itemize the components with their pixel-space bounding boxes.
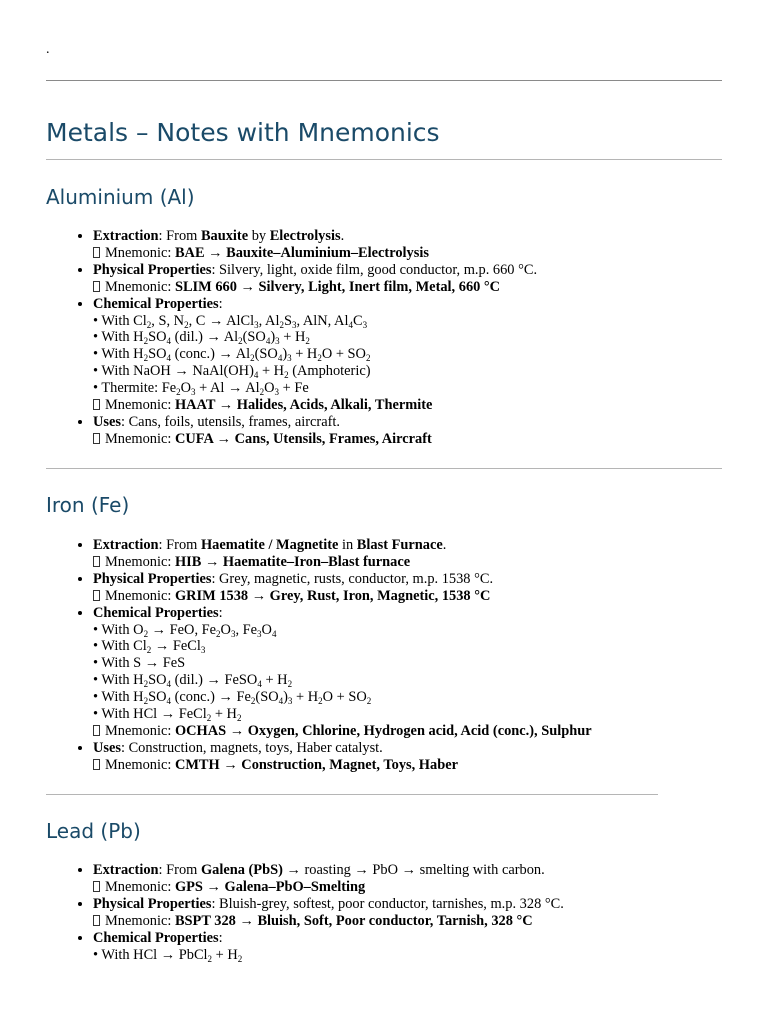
text-fragment: Uses xyxy=(93,413,121,430)
text-fragment: 3 xyxy=(287,353,292,364)
text-fragment: : xyxy=(218,295,223,312)
text-fragment: SO xyxy=(148,672,167,689)
text-fragment: : Silvery, light, oxide film, good conductor, m.p. 660 °C. xyxy=(211,261,538,278)
text-fragment: 2 xyxy=(366,696,372,707)
text-fragment: • With O xyxy=(93,621,144,638)
text-fragment: : Construction, magnets, toys, Haber catalyst. xyxy=(120,739,383,756)
text-fragment: • With HCl → PbCl xyxy=(93,946,208,963)
title-divider xyxy=(46,159,722,160)
text-fragment: SO xyxy=(148,689,167,706)
text-fragment: GPS → Galena–PbO–Smelting xyxy=(174,878,366,895)
text-fragment: + H xyxy=(212,946,238,963)
section-divider xyxy=(46,468,722,469)
text-fragment: : xyxy=(218,929,223,946)
mnemonic-icon xyxy=(93,247,100,258)
text-fragment: in xyxy=(338,537,357,553)
section-heading-lead: Lead (Pb) xyxy=(46,819,141,843)
text-fragment: 3 xyxy=(191,387,196,398)
text-fragment: 2 xyxy=(238,336,243,347)
item-line xyxy=(93,414,753,431)
text-fragment: → FeCl xyxy=(151,638,201,655)
mnemonic-line xyxy=(93,397,753,414)
text-fragment: • With NaOH → NaAl(OH) xyxy=(93,363,254,380)
section-divider xyxy=(46,794,658,795)
text-fragment: Physical Properties xyxy=(93,261,212,278)
list-item-chemical-properties xyxy=(93,930,753,964)
list-item-uses xyxy=(93,740,753,774)
reaction-line xyxy=(93,329,753,346)
item-line xyxy=(93,537,753,554)
text-fragment: ) xyxy=(270,329,276,346)
text-fragment: 3 xyxy=(274,387,280,398)
text-fragment: 2 xyxy=(143,628,149,639)
text-fragment: (SO xyxy=(254,346,278,363)
text-fragment: 3 xyxy=(254,319,259,330)
text-fragment: ) xyxy=(282,346,288,363)
text-fragment: O + SO xyxy=(322,689,367,706)
section-heading-iron: Iron (Fe) xyxy=(46,493,130,517)
lead-list xyxy=(46,862,753,963)
text-fragment: 2 xyxy=(207,953,213,964)
mnemonic-line xyxy=(93,879,753,896)
text-fragment: Mnemonic: xyxy=(105,430,175,447)
text-fragment: Chemical Properties xyxy=(93,295,219,312)
text-fragment: + H xyxy=(261,672,288,689)
text-fragment: 4 xyxy=(166,679,171,690)
text-fragment: 2 xyxy=(216,628,221,639)
text-fragment: 3 xyxy=(257,628,262,639)
text-fragment: , Fe xyxy=(235,621,258,638)
item-line xyxy=(93,896,753,913)
text-fragment: , Al xyxy=(258,312,280,329)
text-fragment: Bauxite xyxy=(200,228,249,244)
text-fragment: C xyxy=(352,312,363,329)
text-fragment: 2 xyxy=(317,353,322,364)
text-fragment: 4 xyxy=(278,696,284,707)
text-fragment: Mnemonic: xyxy=(105,912,175,929)
text-fragment: : From xyxy=(158,862,201,878)
text-fragment: 4 xyxy=(265,336,271,347)
text-fragment: + H xyxy=(291,346,318,363)
text-fragment: + H xyxy=(258,363,285,380)
text-fragment: 2 xyxy=(365,353,371,364)
mnemonic-line xyxy=(93,554,753,571)
text-fragment: 4 xyxy=(271,628,277,639)
text-fragment: 2 xyxy=(176,387,181,398)
text-fragment: SO xyxy=(148,329,167,346)
text-fragment: 4 xyxy=(257,679,262,690)
text-fragment: 3 xyxy=(362,319,368,330)
text-fragment: (SO xyxy=(255,689,279,706)
text-fragment: Mnemonic: xyxy=(105,278,175,295)
text-fragment: Blast Furnace xyxy=(356,537,443,553)
text-fragment: • With H xyxy=(93,689,144,706)
text-fragment: GRIM 1538 → Grey, Rust, Iron, Magnetic, 1538 °C xyxy=(174,587,491,604)
text-fragment: O xyxy=(180,380,192,397)
text-fragment: 2 xyxy=(305,336,310,347)
text-fragment: 2 xyxy=(284,370,289,381)
text-fragment: Mnemonic: xyxy=(105,553,175,570)
text-fragment: SLIM 660 → Silvery, Light, Inert film, Metal, 660 °C xyxy=(174,278,501,295)
list-item-uses xyxy=(93,414,753,448)
text-fragment: (dil.) → FeSO xyxy=(170,672,258,689)
text-fragment: 4 xyxy=(277,353,283,364)
text-fragment: : xyxy=(218,604,223,621)
text-fragment: O xyxy=(264,380,275,397)
item-line xyxy=(93,605,753,622)
reaction-line xyxy=(93,672,753,689)
text-fragment: 2 xyxy=(143,353,149,364)
text-fragment: (conc.) → Al xyxy=(170,346,251,363)
mnemonic-line xyxy=(93,723,753,740)
text-fragment: ) xyxy=(283,689,288,706)
text-fragment: • Thermite: Fe xyxy=(93,380,177,397)
text-fragment: 2 xyxy=(206,713,212,724)
text-fragment: , C → AlCl xyxy=(188,312,255,329)
text-fragment: 2 xyxy=(143,336,149,347)
leading-dot: . xyxy=(46,42,50,57)
mnemonic-line xyxy=(93,279,753,296)
text-fragment: 3 xyxy=(291,319,297,330)
item-line xyxy=(93,296,753,313)
text-fragment: HAAT → Halides, Acids, Alkali, Thermite xyxy=(174,397,433,414)
text-fragment: Mnemonic: xyxy=(105,878,175,895)
text-fragment: : From xyxy=(158,228,201,244)
list-item-physical-properties xyxy=(93,571,753,605)
text-fragment: Physical Properties xyxy=(93,570,212,587)
text-fragment: + Al → Al xyxy=(195,380,260,397)
text-fragment: + H xyxy=(292,689,319,706)
item-line xyxy=(93,228,753,245)
text-fragment: O xyxy=(261,621,272,638)
text-fragment: . xyxy=(442,537,447,553)
text-fragment: • With H xyxy=(93,672,144,689)
text-fragment: 2 xyxy=(287,679,293,690)
text-fragment: CMTH → Construction, Magnet, Toys, Haber xyxy=(174,756,458,773)
reaction-line xyxy=(93,346,753,363)
reaction-line xyxy=(93,622,753,639)
mnemonic-icon xyxy=(93,881,100,892)
list-item-physical-properties xyxy=(93,896,753,930)
text-fragment: BSPT 328 → Bluish, Soft, Poor conductor, Tarnish, 328 °C xyxy=(174,912,533,929)
text-fragment: 2 xyxy=(184,319,189,330)
text-fragment: Mnemonic: xyxy=(105,397,175,414)
text-fragment: + H xyxy=(211,706,237,723)
text-fragment: 2 xyxy=(250,696,256,707)
mnemonic-icon xyxy=(93,759,100,770)
text-fragment: by xyxy=(248,228,270,244)
list-item-chemical-properties xyxy=(93,605,753,740)
list-item-extraction xyxy=(93,228,753,262)
text-fragment: (SO xyxy=(242,329,266,346)
text-fragment: 2 xyxy=(146,645,152,656)
list-item-extraction xyxy=(93,862,753,896)
reaction-line xyxy=(93,313,753,330)
text-fragment: Physical Properties xyxy=(93,895,212,912)
text-fragment: Electrolysis xyxy=(269,228,341,244)
text-fragment: Extraction xyxy=(93,228,159,244)
mnemonic-icon xyxy=(93,281,100,292)
item-line xyxy=(93,930,753,947)
text-fragment: (dil.) → Al xyxy=(170,329,239,346)
text-fragment: , S, N xyxy=(151,312,185,329)
top-divider xyxy=(46,80,722,81)
text-fragment: 4 xyxy=(166,336,171,347)
text-fragment: 4 xyxy=(166,353,171,364)
text-fragment: Mnemonic: xyxy=(105,722,175,739)
reaction-line xyxy=(93,638,753,655)
reaction-line xyxy=(93,706,753,723)
text-fragment: 2 xyxy=(143,679,149,690)
text-fragment: : Cans, foils, utensils, frames, aircraft. xyxy=(120,413,340,430)
text-fragment: 3 xyxy=(200,645,206,656)
text-fragment: 3 xyxy=(287,696,293,707)
text-fragment: 2 xyxy=(237,953,243,964)
mnemonic-line xyxy=(93,245,753,262)
mnemonic-line xyxy=(93,588,753,605)
iron-list xyxy=(46,537,753,774)
mnemonic-line xyxy=(93,431,753,448)
text-fragment: Extraction xyxy=(93,537,159,553)
text-fragment: • With Cl xyxy=(93,638,147,655)
text-fragment: O + SO xyxy=(321,346,366,363)
item-line xyxy=(93,571,753,588)
text-fragment: → roasting → PbO → smelting with carbon. xyxy=(282,862,545,878)
text-fragment: (conc.) → Fe xyxy=(170,689,251,706)
page-title: Metals – Notes with Mnemonics xyxy=(46,118,440,147)
text-fragment: SO xyxy=(148,346,167,363)
item-line xyxy=(93,262,753,279)
mnemonic-icon xyxy=(93,725,100,736)
text-fragment: 2 xyxy=(146,319,152,330)
text-fragment: . xyxy=(340,228,345,244)
text-fragment: • With H xyxy=(93,346,144,363)
text-fragment: 2 xyxy=(279,319,284,330)
text-fragment: Haematite / Magnetite xyxy=(200,537,339,553)
text-fragment: S xyxy=(283,312,292,329)
text-fragment: , AlN, Al xyxy=(296,312,349,329)
text-fragment: • With S → FeS xyxy=(93,655,186,672)
text-fragment: 3 xyxy=(275,336,280,347)
list-item-chemical-properties xyxy=(93,296,753,414)
text-fragment: 2 xyxy=(259,387,265,398)
text-fragment: + Fe xyxy=(279,380,309,397)
text-fragment: 2 xyxy=(318,696,323,707)
text-fragment: HIB → Haematite–Iron–Blast furnace xyxy=(174,553,411,570)
text-fragment: O xyxy=(220,621,231,638)
mnemonic-line xyxy=(93,913,753,930)
mnemonic-line xyxy=(93,757,753,774)
text-fragment: CUFA → Cans, Utensils, Frames, Aircraft xyxy=(174,430,432,447)
mnemonic-icon xyxy=(93,556,100,567)
section-heading-aluminium: Aluminium (Al) xyxy=(46,185,195,209)
reaction-line xyxy=(93,689,753,706)
mnemonic-icon xyxy=(93,915,100,926)
list-item-extraction xyxy=(93,537,753,571)
aluminium-list xyxy=(46,228,753,448)
text-fragment: • With H xyxy=(93,329,144,346)
reaction-line xyxy=(93,947,753,964)
mnemonic-icon xyxy=(93,590,100,601)
text-fragment: Extraction xyxy=(93,862,159,878)
text-fragment: Mnemonic: xyxy=(105,587,175,604)
reaction-line xyxy=(93,655,753,672)
item-line xyxy=(93,862,753,879)
reaction-line xyxy=(93,380,753,397)
text-fragment: 2 xyxy=(143,696,149,707)
mnemonic-icon xyxy=(93,399,100,410)
text-fragment: 4 xyxy=(166,696,171,707)
text-fragment: Chemical Properties xyxy=(93,929,219,946)
text-fragment: 2 xyxy=(236,713,242,724)
text-fragment: OCHAS → Oxygen, Chlorine, Hydrogen acid, Acid (conc.), Sulphur xyxy=(174,722,592,739)
text-fragment: 4 xyxy=(253,370,259,381)
text-fragment: Uses xyxy=(93,739,121,756)
text-fragment: (Amphoteric) xyxy=(288,363,371,380)
text-fragment: Chemical Properties xyxy=(93,604,219,621)
text-fragment: Galena (PbS) xyxy=(200,862,283,878)
mnemonic-icon xyxy=(93,433,100,444)
text-fragment: 3 xyxy=(230,628,236,639)
list-item-physical-properties xyxy=(93,262,753,296)
text-fragment: : Grey, magnetic, rusts, conductor, m.p. 1538 °C. xyxy=(211,570,494,587)
text-fragment: : Bluish-grey, softest, poor conductor, tarnishes, m.p. 328 °C. xyxy=(211,895,564,912)
item-line xyxy=(93,740,753,757)
text-fragment: → FeO, Fe xyxy=(148,621,217,638)
text-fragment: • With HCl → FeCl xyxy=(93,706,207,723)
text-fragment: • With Cl xyxy=(93,312,147,329)
text-fragment: Mnemonic: xyxy=(105,244,175,261)
text-fragment: + H xyxy=(279,329,306,346)
text-fragment: 2 xyxy=(250,353,255,364)
text-fragment: : From xyxy=(158,537,201,553)
text-fragment: 4 xyxy=(348,319,353,330)
text-fragment: Mnemonic: xyxy=(105,756,175,773)
reaction-line xyxy=(93,363,753,380)
text-fragment: BAE → Bauxite–Aluminium–Electrolysis xyxy=(174,244,429,261)
